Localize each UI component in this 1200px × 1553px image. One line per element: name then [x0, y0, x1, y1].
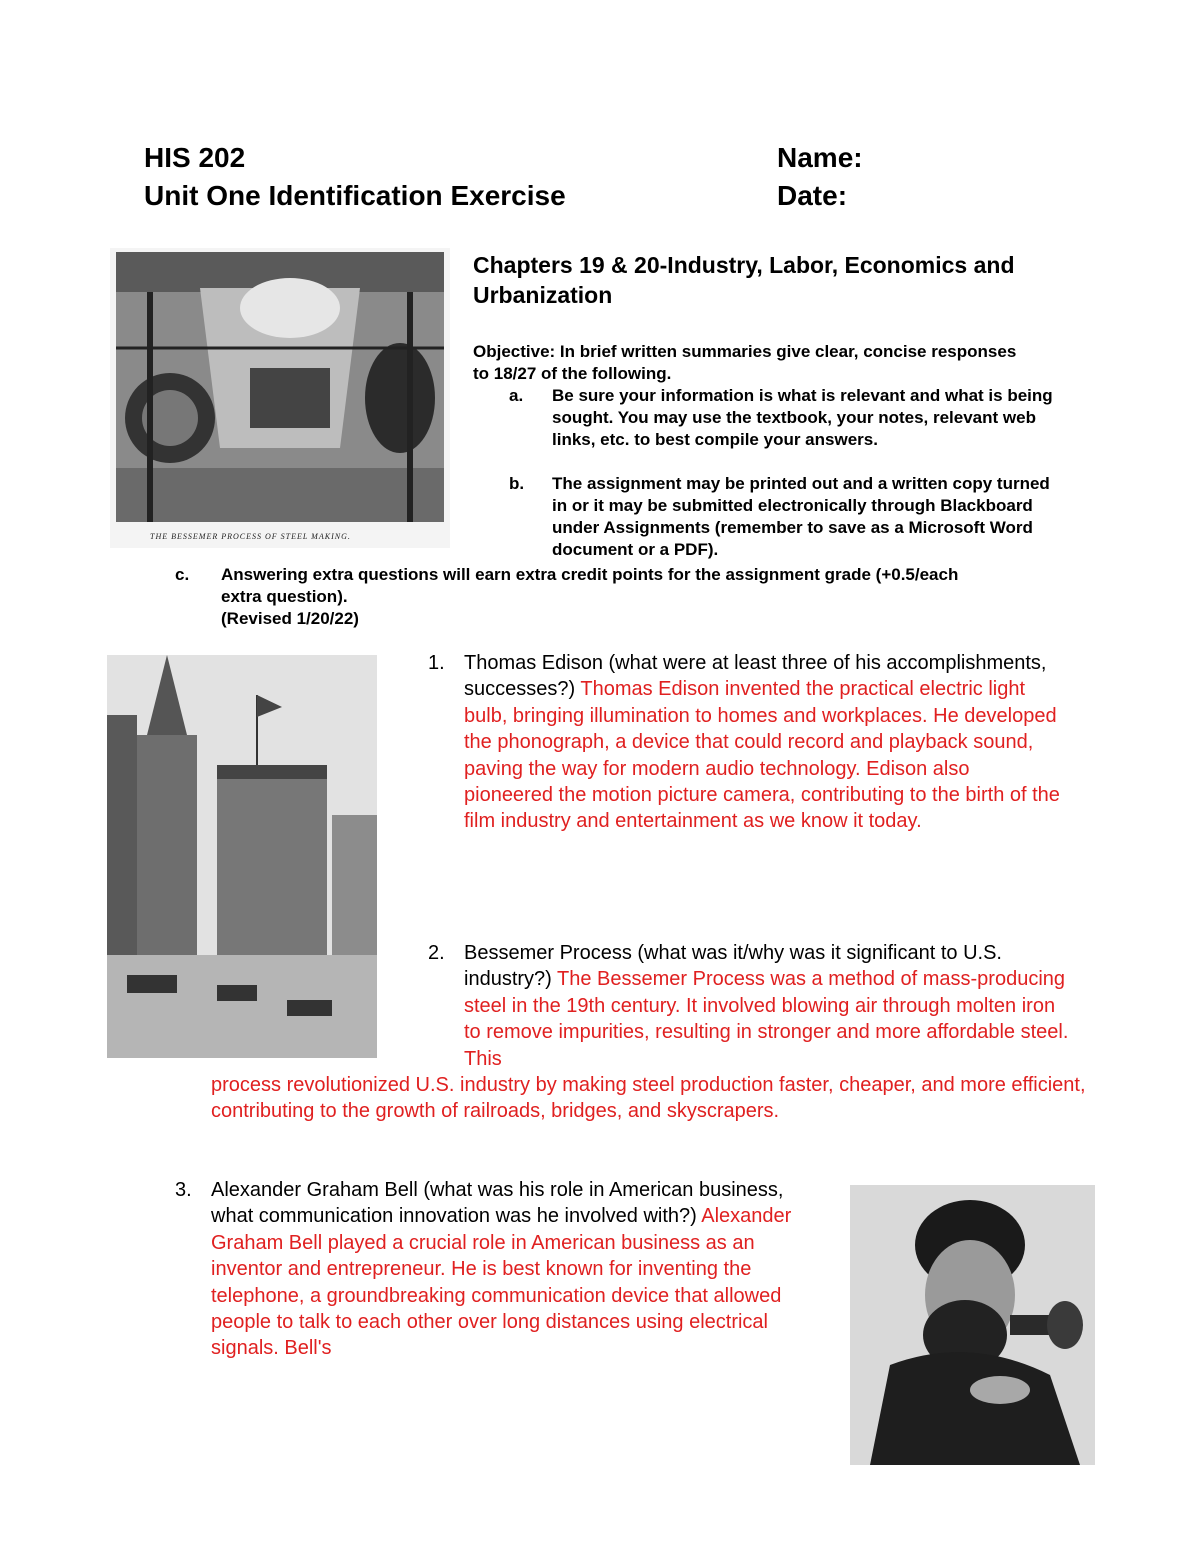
chapter-heading: Chapters 19 & 20-Industry, Labor, Economics and Urbanization [473, 252, 1015, 308]
question-2 [464, 940, 1074, 1072]
objective-item-c-text: Answering extra questions will earn extra credit points for the assignment grade (+0.5/each extra question). [221, 565, 959, 606]
question-2-answer-continued: process revolutionized U.S. industry by making steel production faster, cheaper, and more efficient, contributing to the growth of railroads, bridges, and skyscrapers. [211, 1074, 1086, 1123]
city-engraving-image [107, 655, 377, 1058]
question-3-number: 3. [175, 1179, 192, 1201]
course-code: HIS 202 [144, 142, 246, 173]
question-1-prompt: Thomas Edison (what were at least three of his accomplishments, successes?) [464, 652, 1047, 701]
city-street-engraving-icon [107, 655, 377, 1058]
steel-mill-engraving-icon [110, 248, 450, 548]
objective-item-c-letter: c. [175, 565, 190, 584]
question-2-prompt: Bessemer Process (what was it/why was it significant to U.S. industry?) [464, 942, 1002, 991]
bessemer-engraving-image [110, 248, 450, 548]
objective-intro: Objective: In brief written summaries give clear, concise responses to 18/27 of the following. [473, 342, 1017, 383]
bell-photo-image [850, 1185, 1095, 1465]
question-1-answer: Thomas Edison invented the practical electric light bulb, bringing illumination to homes and workplaces. He developed the phonograph, a device that could record and playback sound, paving the way for modern audio technology. Edison also pioneered the motion picture camera, contributing to the birth of the film industry and entertainment as we know it today. [464, 678, 1060, 833]
objective-item-a-letter: a. [509, 386, 524, 405]
question-2-answer: The Bessemer Process was a method of mass-producing steel in the 19th century. It involved blowing air through molten iron to remove impurities, resulting in stronger and more affordable steel. This [464, 968, 1069, 1070]
question-1 [464, 650, 1064, 835]
question-3-prompt: Alexander Graham Bell (what was his role in American business, what communication innovation was he involved with?) [211, 1179, 784, 1228]
name-label: Name: [777, 142, 863, 173]
objective-item-b-text: The assignment may be printed out and a written copy turned in or it may be submitted electronically through Blackboard under Assignments (remember to save as a Microsoft Word document or a PDF). [552, 474, 1050, 559]
bell-telephone-photo-icon [850, 1185, 1095, 1465]
revised-date: (Revised 1/20/22) [221, 609, 359, 628]
objective-item-b-letter: b. [509, 474, 525, 493]
question-3 [211, 1177, 829, 1362]
bessemer-caption: THE BESSEMER PROCESS OF STEEL MAKING. [150, 532, 351, 541]
question-1-number: 1. [428, 652, 445, 674]
page-title: Unit One Identification Exercise [144, 180, 566, 211]
question-2-number: 2. [428, 942, 445, 964]
question-3-answer: Alexander Graham Bell played a crucial role in American business as an inventor and entrepreneur. He is best known for inventing the telephone, a groundbreaking communication device that allowed people to talk to each other over long distances using electrical signals. Bell's [211, 1205, 792, 1360]
date-label: Date: [777, 180, 848, 211]
objective-item-a-text: Be sure your information is what is relevant and what is being sought. You may use the textbook, your notes, relevant web links, etc. to best compile your answers. [552, 386, 1053, 449]
